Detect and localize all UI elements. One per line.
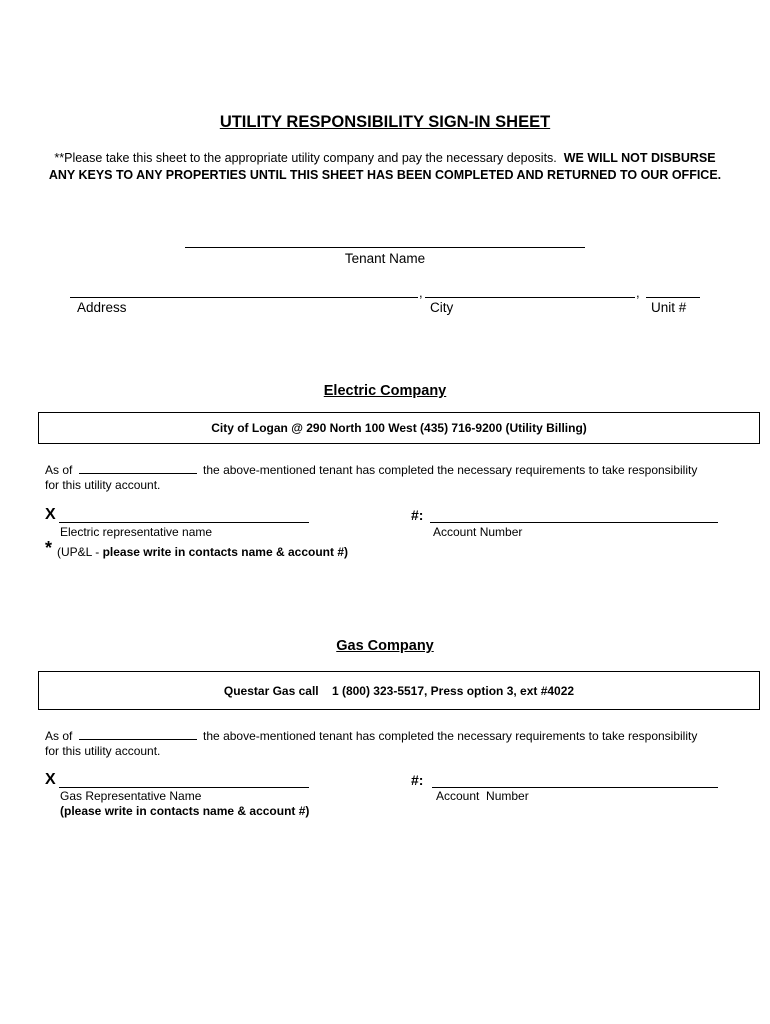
electric-note bbox=[57, 545, 348, 559]
tenant-name-label: Tenant Name bbox=[344, 251, 426, 266]
page-title: UTILITY RESPONSIBILITY SIGN-IN SHEET bbox=[219, 113, 551, 131]
statement-text: the above-mentioned tenant has completed the necessary requirements to take responsibility bbox=[203, 729, 698, 743]
instructions-text: **Please take this sheet to the appropriate utility company and pay the necessary deposits. bbox=[54, 151, 557, 165]
gas-contact-box bbox=[38, 671, 760, 710]
note-prefix: (UP&L - bbox=[57, 545, 100, 559]
address-label: Address bbox=[77, 300, 127, 315]
instructions-warning: WE WILL NOT DISBURSE ANY KEYS TO ANY PROPERTIES UNTIL THIS SHEET HAS BEEN COMPLETED AND RETURNED TO OUR OFFICE. bbox=[48, 151, 722, 182]
gas-account-line[interactable] bbox=[432, 787, 718, 788]
gas-rep-line[interactable] bbox=[59, 787, 309, 788]
hash-label: #: bbox=[411, 772, 424, 788]
asterisk-mark: * bbox=[45, 538, 53, 558]
gas-heading: Gas Company bbox=[336, 638, 434, 654]
unit-line[interactable] bbox=[646, 297, 700, 298]
signature-x-mark: X bbox=[45, 506, 56, 523]
instructions bbox=[40, 150, 730, 184]
statement-text-cont: for this utility account. bbox=[45, 478, 161, 492]
electric-statement bbox=[45, 462, 745, 493]
note-bold: please write in contacts name & account #) bbox=[102, 545, 348, 559]
statement-text: the above-mentioned tenant has completed the necessary requirements to take responsibility bbox=[203, 463, 698, 477]
city-label: City bbox=[430, 300, 454, 315]
electric-rep-label: Electric representative name bbox=[60, 525, 213, 539]
electric-rep-line[interactable] bbox=[59, 522, 309, 523]
as-of-label: As of bbox=[45, 729, 73, 743]
hash-label: #: bbox=[411, 507, 424, 523]
gas-account-label: Account Number bbox=[436, 789, 529, 803]
as-of-label: As of bbox=[45, 463, 73, 477]
statement-text-cont: for this utility account. bbox=[45, 744, 161, 758]
electric-contact: City of Logan @ 290 North 100 West (435) 716-9200 (Utility Billing) bbox=[211, 421, 587, 435]
electric-account-line[interactable] bbox=[430, 522, 718, 523]
tenant-name-line[interactable] bbox=[185, 247, 585, 248]
gas-note: (please write in contacts name & account #) bbox=[60, 804, 310, 818]
unit-label: Unit # bbox=[651, 300, 687, 315]
gas-rep-label: Gas Representative Name bbox=[60, 789, 202, 803]
comma-separator: , bbox=[419, 285, 423, 300]
gas-contact: Questar Gas call 1 (800) 323-5517, Press option 3, ext #4022 bbox=[223, 683, 575, 698]
signature-x-mark: X bbox=[45, 771, 56, 788]
gas-date-line[interactable] bbox=[79, 728, 197, 740]
electric-contact-box bbox=[38, 412, 760, 444]
gas-statement bbox=[45, 728, 745, 759]
city-line[interactable] bbox=[425, 297, 635, 298]
electric-heading: Electric Company bbox=[323, 383, 447, 399]
electric-account-label: Account Number bbox=[433, 525, 523, 539]
address-line[interactable] bbox=[70, 297, 418, 298]
electric-date-line[interactable] bbox=[79, 462, 197, 474]
comma-separator: , bbox=[636, 285, 640, 300]
